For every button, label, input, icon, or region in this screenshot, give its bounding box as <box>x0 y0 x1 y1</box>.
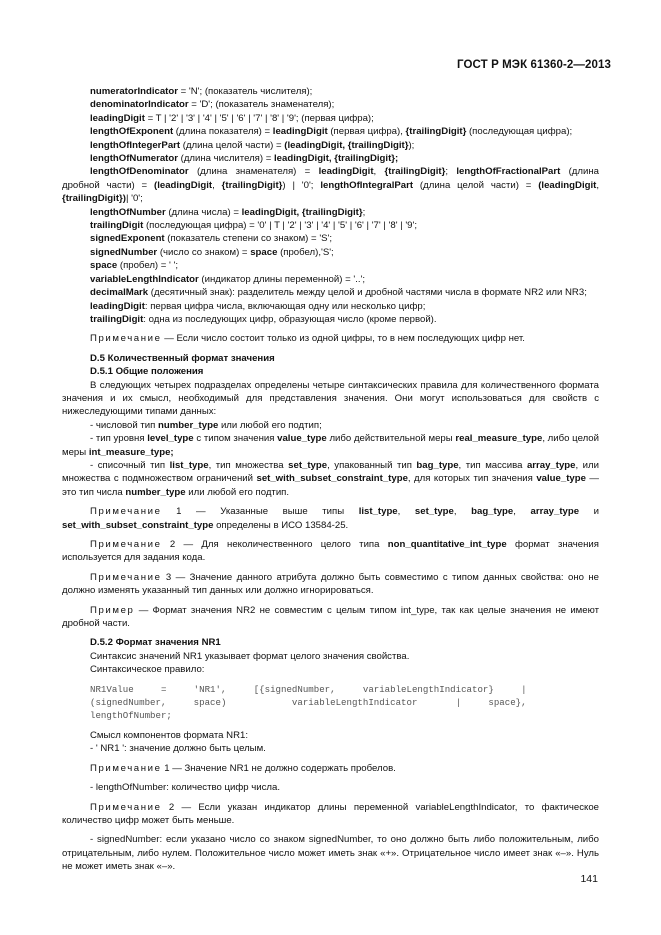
bold-term: array_type <box>530 506 580 518</box>
text-run: - списочный тип <box>90 459 170 471</box>
text-run: , <box>212 179 222 191</box>
text-run: (число со знаком) = <box>157 246 251 258</box>
bold-term: non_quantitative_int_type <box>387 539 507 550</box>
bold-term: denominatorIndicator <box>90 99 189 111</box>
bold-term: leadingDigit <box>272 126 328 138</box>
text-run: (десятичный знак): разделитель между целой и дробной частями числа в формате NR2 или NR3; <box>148 287 587 299</box>
list-item <box>62 459 599 499</box>
d51-intro: В следующих четырех подразделах определены четыре синтаксических правила для количественного формата значения и их смысл, необходимый для представления значения. Они могут использоваться для свойств с нижеследующими типами данных: <box>62 379 599 418</box>
grammar-line <box>62 125 599 138</box>
bold-term: (leadingDigit, {trailingDigit} <box>284 139 409 151</box>
bold-term: lengthOfNumerator <box>90 153 178 165</box>
text-run: : одна из последующих цифр, образующая число (кроме первой). <box>143 313 437 325</box>
bold-term: leadingDigit <box>318 166 374 178</box>
text-run: (длина числа) = <box>165 206 242 218</box>
text-run: - тип уровня <box>90 433 148 445</box>
bold-term: {trailingDigit} <box>221 179 283 191</box>
d51-type-list <box>62 419 599 499</box>
text-run: , тип множества <box>208 459 289 471</box>
d52-item-length: - lengthOfNumber: количество цифр числа. <box>90 782 280 794</box>
grammar-line <box>62 112 599 125</box>
grammar-line <box>62 85 599 98</box>
text-run: 1 — Указанные выше типы <box>161 506 359 518</box>
grammar-line <box>62 152 599 165</box>
text-run: (длина целой части) = <box>180 139 285 151</box>
text-run: = 'D'; (показатель знаменателя); <box>188 99 335 111</box>
grammar-line <box>62 98 599 111</box>
text-run: ); <box>408 139 415 151</box>
bold-term: {trailingDigit}) <box>62 193 126 205</box>
text-run: 2 — Для неколичественного целого типа <box>161 539 388 550</box>
grammar-line <box>62 259 599 272</box>
section-d52-heading: D.5.2 Формат значения NR1 <box>90 637 221 649</box>
text-run: = T | '2' | '3' | '4' | '5' | '6' | '7' | '8' | '9'; (первая цифра); <box>144 112 374 124</box>
text-run: и <box>579 506 600 518</box>
text-run: : первая цифра числа, включающая одну или несколько цифр; <box>144 300 426 312</box>
code-line: (signedNumber, space) variableLengthIndicator | space}, <box>90 697 527 709</box>
page-number: 141 <box>580 873 598 885</box>
note-digits <box>62 332 599 345</box>
grammar-line <box>62 139 599 152</box>
bold-term: bag_type <box>471 506 514 518</box>
text-run: (длина показателя) = <box>173 126 273 138</box>
bold-term: set_type <box>288 459 328 471</box>
note-nr1-2: Примечание 2 — Если указан индикатор длины переменной variableLengthIndicator, то фактическое количество цифр может быть меньше. <box>62 801 599 826</box>
note-text: — Если число состоит только из одной цифры, то в нем последующих цифр нет. <box>161 333 525 345</box>
text-run: — это тип числа <box>62 473 600 498</box>
bold-term: lengthOfNumber <box>90 206 166 218</box>
bold-term: set_with_subset_constraint_type <box>62 519 214 531</box>
example: Пример — Формат значения NR2 не совместим с целым типом int_type, так как целые значения не имеют дробной части. <box>62 604 599 630</box>
bold-term: (leadingDigit <box>538 179 597 191</box>
bold-term: list_type <box>169 459 209 471</box>
text-run: , тип массива <box>458 459 527 471</box>
note-1: Примечание 1 — Указанные выше типы list_type, set_type, bag_type, array_type и set_with_subset_constraint_type определены в ИСО 13584-25. <box>62 506 600 531</box>
bold-term: set_type <box>414 506 454 518</box>
text-run: или любой его подтип; <box>218 419 322 431</box>
note-nr1-1: Примечание 1 — Значение NR1 не должно содержать пробелов. <box>90 762 396 774</box>
d52-rule-label: Синтаксическое правило: <box>90 664 205 676</box>
text-run: определены в ИСО 13584-25. <box>213 519 349 531</box>
text-run: (первая цифра), <box>327 126 406 138</box>
list-item <box>62 419 599 432</box>
text-run: формат значения используется для задания кода. <box>62 539 599 564</box>
grammar-line <box>62 300 599 313</box>
note-3: Примечание 3 — Значение данного атрибута должно быть совместимо с типом данных свойства: оно не должно изменять указанный тип данных или должно игнорироваться. <box>62 571 599 597</box>
bold-term: real_measure_type <box>455 433 543 445</box>
d52-syntax: Синтаксис значений NR1 указывает формат целого значения свойства. <box>90 650 410 662</box>
text-run: , упакованный тип <box>327 459 417 471</box>
bold-term: leadingDigit, {trailingDigit} <box>241 206 363 218</box>
bold-term: list_type <box>358 506 398 518</box>
text-run: (индикатор длины переменной) = '..'; <box>198 273 366 285</box>
section-d5-heading: D.5 Количественный формат значения <box>90 352 275 364</box>
text-run: , <box>453 506 472 518</box>
grammar-line <box>62 165 599 205</box>
grammar-line <box>62 219 599 232</box>
bold-term: decimalMark <box>90 287 149 299</box>
bold-term: value_type <box>277 433 327 445</box>
text-run: или любой его подтип. <box>185 486 290 498</box>
text-run: ; <box>362 206 366 218</box>
bold-term: lengthOfIntegerPart <box>90 139 181 151</box>
bold-term: signedNumber <box>90 246 158 258</box>
text-run: (длина дробной части) = <box>62 166 599 191</box>
bold-term: lengthOfExponent <box>90 126 174 138</box>
text-run: , либо целой меры <box>62 433 599 458</box>
grammar-line <box>62 273 599 286</box>
bold-term: {trailingDigit} <box>405 126 467 138</box>
bold-term: lengthOfFractionalPart <box>456 166 561 178</box>
text-run: , для которых тип значения <box>407 473 537 485</box>
grammar-line <box>62 286 599 299</box>
text-run: (последующая цифра) = '0' | T | '2' | '3' | '4' | '5' | '6' | '7' | '8' | '9'; <box>143 220 418 232</box>
text-run: , или множества с подмножеством ограничений <box>62 459 599 485</box>
bold-term: leadingDigit, {trailingDigit}; <box>274 153 399 165</box>
bold-term: number_type <box>125 486 186 498</box>
bold-term: trailingDigit <box>90 220 144 232</box>
text-run: | '0'; <box>125 193 143 205</box>
text-run: (длина целой части) = <box>413 179 539 191</box>
grammar-line <box>62 246 599 259</box>
text-run: (показатель степени со знаком) = 'S'; <box>164 233 333 245</box>
bold-term: numeratorIndicator <box>90 86 178 97</box>
bold-term: {trailingDigit} <box>384 166 446 178</box>
bold-term: signedExponent <box>90 233 165 245</box>
text-run: (длина знаменателя) = <box>188 166 319 178</box>
bold-term: int_measure_type; <box>88 446 174 458</box>
d52-components-label: Смысл компонентов формата NR1: <box>90 729 248 741</box>
text-run: либо действительной меры <box>326 433 456 445</box>
d52-code-block <box>62 683 599 723</box>
text-run: (пробел),'S'; <box>277 246 334 258</box>
note-label: Примечание <box>90 333 162 345</box>
bold-term: leadingDigit <box>90 300 145 312</box>
section-d51-heading: D.5.1 Общие положения <box>90 366 204 378</box>
text-run: с типом значения <box>193 433 278 445</box>
bold-term: leadingDigit <box>90 112 145 124</box>
page-content <box>62 85 599 874</box>
text-run: ; <box>445 166 457 178</box>
bold-term: space <box>250 246 278 258</box>
bold-term: set_with_subset_constraint_type <box>256 473 408 485</box>
bold-term: lengthOfDenominator <box>90 166 189 178</box>
bold-term: variableLengthIndicator <box>90 273 199 285</box>
bold-term: trailingDigit <box>90 313 144 325</box>
d52-item-signed: - signedNumber: если указано число со знаком signedNumber, то оно должно быть либо положительным, либо отрицательным, либо нулем. Положительное число может иметь знак «+». Отрицательное число имеет знак «–». Нуль не может иметь знак «–». <box>62 834 599 873</box>
note-2: Примечание 2 — Для неколичественного целого типа non_quantitative_int_type формат значения используется для задания кода. <box>62 539 599 564</box>
text-run: , <box>513 506 531 518</box>
bold-term: bag_type <box>416 459 459 471</box>
list-item <box>62 432 599 459</box>
bold-term: (leadingDigit <box>154 179 213 191</box>
grammar-line <box>62 232 599 245</box>
text-run: ) | '0'; <box>282 179 321 191</box>
text-run: , <box>373 166 385 178</box>
bold-term: space <box>90 260 118 272</box>
grammar-definitions <box>62 85 599 326</box>
text-run: , <box>596 179 599 191</box>
text-run: - числовой тип <box>90 419 159 431</box>
text-run: (последующая цифра); <box>466 126 573 138</box>
grammar-line <box>62 206 599 219</box>
text-run: (длина числителя) = <box>177 153 275 165</box>
document-header: ГОСТ Р МЭК 61360-2—2013 <box>457 59 611 71</box>
code-line: lengthOfNumber; <box>90 710 172 722</box>
grammar-line <box>62 313 599 326</box>
bold-term: lengthOfIntegralPart <box>320 179 414 191</box>
code-line: NR1Value = 'NR1', [{signedNumber, variableLengthIndicator} | <box>90 683 527 695</box>
text-run: (пробел) = ' '; <box>117 260 179 272</box>
bold-term: value_type <box>536 473 586 485</box>
bold-term: array_type <box>526 459 576 471</box>
bold-term: level_type <box>147 433 194 445</box>
text-run: , <box>397 506 415 518</box>
d52-item-nr1: - ' NR1 ': значение должно быть целым. <box>90 743 266 755</box>
text-run: = 'N'; (показатель числителя); <box>177 86 313 97</box>
bold-term: number_type <box>158 419 219 431</box>
